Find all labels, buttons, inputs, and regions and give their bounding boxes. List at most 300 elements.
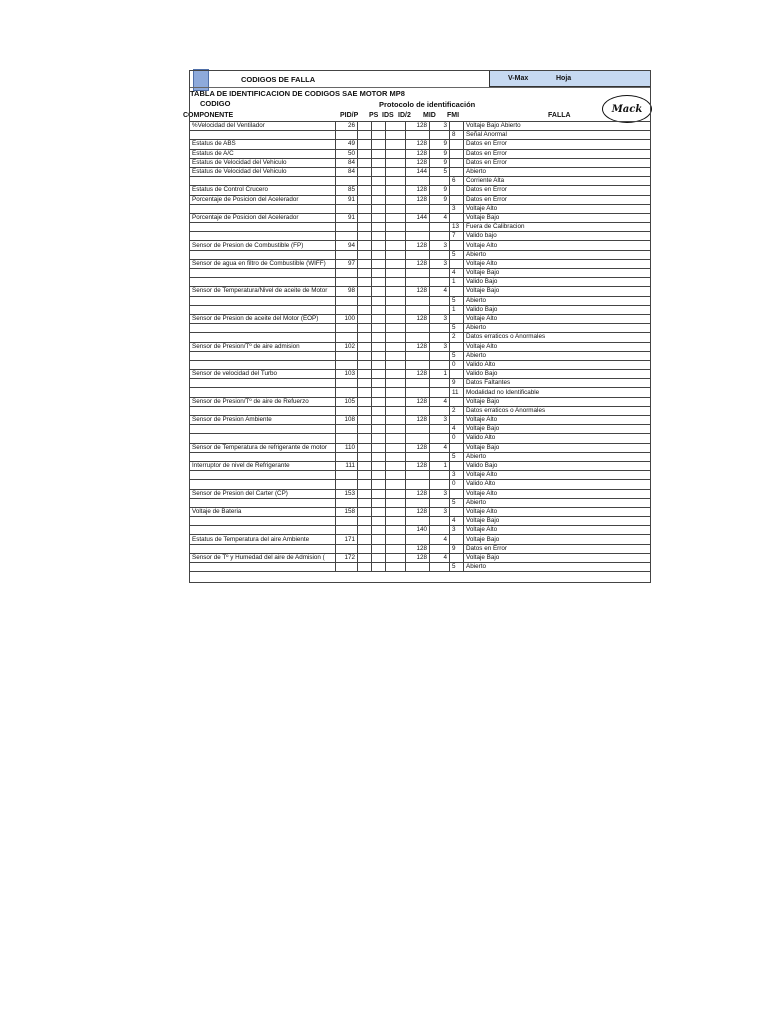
- cell-mid: [406, 204, 430, 213]
- cell-mid: 128: [406, 553, 430, 562]
- cell-fmi-code: [450, 461, 464, 470]
- cell-fmi-code: 0: [450, 434, 464, 443]
- cell-pid: [336, 563, 358, 572]
- cell-mid: 144: [406, 213, 430, 222]
- cell-mid: [406, 305, 430, 314]
- cell-fmi: 4: [430, 213, 450, 222]
- cell-fmi-code: 13: [450, 223, 464, 232]
- cell-ps: [358, 140, 372, 149]
- cell-fmi: [430, 305, 450, 314]
- cell-componente: [190, 517, 336, 526]
- cell-fmi: 4: [430, 287, 450, 296]
- cell-fmi: [430, 471, 450, 480]
- cell-fmi-code: 4: [450, 517, 464, 526]
- cell-mid: 128: [406, 195, 430, 204]
- cell-fmi-code: 1: [450, 305, 464, 314]
- cell-mid: 128: [406, 416, 430, 425]
- cell-mid: [406, 278, 430, 287]
- cell-ps: [358, 370, 372, 379]
- cell-id2: [386, 489, 406, 498]
- cell-falla: Valido Bajo: [464, 370, 651, 379]
- table-row: [190, 360, 651, 369]
- cell-componente: Estatus de Velocidad del Vehiculo: [190, 167, 336, 176]
- cell-ps: [358, 287, 372, 296]
- cell-falla: Voltaje Bajo: [464, 397, 651, 406]
- cell-ps: [358, 204, 372, 213]
- table-row: [190, 489, 651, 498]
- table-row: [190, 305, 651, 314]
- cell-fmi: 4: [430, 553, 450, 562]
- cell-mid: [406, 232, 430, 241]
- cell-fmi-code: [450, 443, 464, 452]
- cell-ps: [358, 314, 372, 323]
- cell-fmi-code: 6: [450, 177, 464, 186]
- cell-mid: [406, 535, 430, 544]
- cell-pid: [336, 351, 358, 360]
- cell-falla: Valido Alto: [464, 434, 651, 443]
- cell-pid: 111: [336, 461, 358, 470]
- cell-pid: [336, 526, 358, 535]
- cell-mid: [406, 471, 430, 480]
- cell-ps: [358, 333, 372, 342]
- cell-componente: [190, 388, 336, 397]
- cell-falla: Voltaje Alto: [464, 416, 651, 425]
- cell-ids: [372, 443, 386, 452]
- cell-id2: [386, 314, 406, 323]
- cell-id2: [386, 241, 406, 250]
- cell-ps: [358, 461, 372, 470]
- cell-componente: [190, 406, 336, 415]
- cell-fmi: [430, 379, 450, 388]
- table-row: [190, 131, 651, 140]
- cell-falla: Abierto: [464, 452, 651, 461]
- cell-fmi: [430, 406, 450, 415]
- cell-falla: Abierto: [464, 324, 651, 333]
- cell-fmi-code: 4: [450, 425, 464, 434]
- cell-id2: [386, 333, 406, 342]
- table-row: [190, 223, 651, 232]
- cell-ids: [372, 213, 386, 222]
- cell-componente: [190, 452, 336, 461]
- cell-fmi-code: 5: [450, 498, 464, 507]
- cell-id2: [386, 140, 406, 149]
- cell-fmi-code: [450, 186, 464, 195]
- cell-pid: [336, 388, 358, 397]
- cell-fmi: [430, 480, 450, 489]
- table-row: [190, 452, 651, 461]
- cell-mid: [406, 480, 430, 489]
- cell-fmi: 9: [430, 195, 450, 204]
- cell-componente: [190, 480, 336, 489]
- cell-componente: Sensor de Temperatura de refrigerante de motor: [190, 443, 336, 452]
- cell-id2: [386, 452, 406, 461]
- cell-mid: [406, 388, 430, 397]
- cell-pid: [336, 232, 358, 241]
- cell-ps: [358, 489, 372, 498]
- cell-componente: Interruptor de nivel de Refrigerante: [190, 461, 336, 470]
- table-row: [190, 232, 651, 241]
- table-row: [190, 563, 651, 572]
- cell-pid: [336, 296, 358, 305]
- table-row: [190, 342, 651, 351]
- cell-pid: 94: [336, 241, 358, 250]
- cell-pid: 85: [336, 186, 358, 195]
- cell-mid: [406, 324, 430, 333]
- cell-id2: [386, 517, 406, 526]
- cell-componente: Sensor de velocidad del Turbo: [190, 370, 336, 379]
- cell-ids: [372, 324, 386, 333]
- cell-falla: Valido Bajo: [464, 278, 651, 287]
- cell-ps: [358, 305, 372, 314]
- cell-componente: [190, 379, 336, 388]
- cell-pid: 50: [336, 149, 358, 158]
- cell-fmi: [430, 425, 450, 434]
- cell-id2: [386, 425, 406, 434]
- cell-mid: 128: [406, 241, 430, 250]
- cell-ids: [372, 498, 386, 507]
- cell-ids: [372, 140, 386, 149]
- cell-fmi: 3: [430, 342, 450, 351]
- cell-mid: 128: [406, 397, 430, 406]
- cell-falla: Abierto: [464, 250, 651, 259]
- cell-fmi-code: [450, 489, 464, 498]
- cell-falla: Datos en Error: [464, 140, 651, 149]
- cell-id2: [386, 296, 406, 305]
- col-header-ids: IDS: [382, 112, 394, 119]
- cell-pid: 158: [336, 507, 358, 516]
- col-header-componente: COMPONENTE: [183, 112, 234, 119]
- cell-fmi-code: 5: [450, 324, 464, 333]
- cell-id2: [386, 177, 406, 186]
- cell-componente: [190, 269, 336, 278]
- cell-falla: Voltaje Alto: [464, 241, 651, 250]
- cell-componente: Sensor de Presion Ambiente: [190, 416, 336, 425]
- table-row: [190, 140, 651, 149]
- cell-id2: [386, 443, 406, 452]
- cell-ps: [358, 425, 372, 434]
- cell-mid: 128: [406, 342, 430, 351]
- cell-id2: [386, 507, 406, 516]
- cell-pid: [336, 131, 358, 140]
- cell-ps: [358, 186, 372, 195]
- cell-ids: [372, 489, 386, 498]
- cell-falla: Voltaje Bajo: [464, 269, 651, 278]
- cell-pid: 105: [336, 397, 358, 406]
- cell-fmi: [430, 434, 450, 443]
- cell-componente: Sensor de Presion de aceite del Motor (EOP): [190, 314, 336, 323]
- cell-id2: [386, 434, 406, 443]
- cell-ps: [358, 553, 372, 562]
- table-row: [190, 177, 651, 186]
- cell-mid: 128: [406, 370, 430, 379]
- cell-mid: [406, 434, 430, 443]
- cell-fmi: [430, 131, 450, 140]
- cell-fmi-code: [450, 397, 464, 406]
- cell-fmi: [430, 296, 450, 305]
- cell-mid: 144: [406, 167, 430, 176]
- cell-componente: [190, 131, 336, 140]
- cell-fmi: [430, 388, 450, 397]
- cell-id2: [386, 324, 406, 333]
- cell-ps: [358, 360, 372, 369]
- cell-ps: [358, 351, 372, 360]
- cell-fmi: 3: [430, 416, 450, 425]
- sheet-label: Hoja: [556, 75, 572, 82]
- cell-mid: 128: [406, 259, 430, 268]
- cell-ids: [372, 351, 386, 360]
- cell-mid: 128: [406, 314, 430, 323]
- table-row: [190, 158, 651, 167]
- cell-ids: [372, 250, 386, 259]
- cell-ids: [372, 158, 386, 167]
- cell-falla: Valido Alto: [464, 360, 651, 369]
- cell-ps: [358, 544, 372, 553]
- codigo-label: CODIGO: [200, 99, 231, 108]
- cell-ids: [372, 259, 386, 268]
- cell-pid: 84: [336, 158, 358, 167]
- cell-id2: [386, 195, 406, 204]
- cell-fmi-code: 5: [450, 250, 464, 259]
- cell-id2: [386, 379, 406, 388]
- cell-mid: [406, 177, 430, 186]
- cell-id2: [386, 122, 406, 131]
- cell-ids: [372, 471, 386, 480]
- cell-componente: [190, 563, 336, 572]
- cell-pid: [336, 544, 358, 553]
- cell-fmi-code: 7: [450, 232, 464, 241]
- cell-mid: 128: [406, 489, 430, 498]
- cell-ps: [358, 416, 372, 425]
- cell-falla: Voltaje Bajo: [464, 287, 651, 296]
- cell-fmi-code: [450, 140, 464, 149]
- mack-logo: Mack: [602, 95, 652, 123]
- cell-pid: [336, 406, 358, 415]
- table-row: [190, 553, 651, 562]
- cell-falla: Voltaje Alto: [464, 342, 651, 351]
- cell-fmi: 3: [430, 122, 450, 131]
- cell-mid: 128: [406, 122, 430, 131]
- table-row: [190, 507, 651, 516]
- cell-mid: [406, 250, 430, 259]
- cell-falla: Abierto: [464, 296, 651, 305]
- cell-pid: 26: [336, 122, 358, 131]
- cell-fmi-code: 5: [450, 351, 464, 360]
- cell-id2: [386, 388, 406, 397]
- table-row: [190, 324, 651, 333]
- cell-componente: [190, 498, 336, 507]
- cell-falla: Voltaje Alto: [464, 314, 651, 323]
- cell-componente: [190, 360, 336, 369]
- cell-id2: [386, 167, 406, 176]
- cell-fmi: [430, 351, 450, 360]
- table-row: [190, 269, 651, 278]
- cell-mid: 128: [406, 186, 430, 195]
- cell-pid: 171: [336, 535, 358, 544]
- table-row: [190, 379, 651, 388]
- cell-mid: [406, 351, 430, 360]
- cell-falla: Voltaje Alto: [464, 526, 651, 535]
- cell-componente: Sensor de Presion/Tº de aire de Refuerzo: [190, 397, 336, 406]
- cell-pid: [336, 278, 358, 287]
- cell-componente: [190, 296, 336, 305]
- table-row: [190, 370, 651, 379]
- cell-falla: Datos en Error: [464, 544, 651, 553]
- cell-ids: [372, 287, 386, 296]
- cell-falla: Voltaje Alto: [464, 507, 651, 516]
- table-row: [190, 498, 651, 507]
- cell-mid: 128: [406, 140, 430, 149]
- cell-fmi: 1: [430, 370, 450, 379]
- cell-ps: [358, 480, 372, 489]
- cell-pid: 49: [336, 140, 358, 149]
- table-title: TABLA DE IDENTIFICACION DE CODIGOS SAE MOTOR MP8: [190, 89, 405, 98]
- cell-mid: [406, 333, 430, 342]
- cell-id2: [386, 186, 406, 195]
- cell-mid: 128: [406, 158, 430, 167]
- cell-ps: [358, 131, 372, 140]
- cell-falla: Datos en Error: [464, 149, 651, 158]
- cell-mid: [406, 452, 430, 461]
- table-row: [190, 167, 651, 176]
- cell-componente: [190, 544, 336, 553]
- cell-ids: [372, 232, 386, 241]
- table-row: [190, 259, 651, 268]
- cell-ps: [358, 177, 372, 186]
- table-row: [190, 535, 651, 544]
- cell-fmi: 3: [430, 314, 450, 323]
- cell-fmi-code: 3: [450, 526, 464, 535]
- cell-mid: [406, 360, 430, 369]
- cell-fmi: [430, 177, 450, 186]
- cell-id2: [386, 287, 406, 296]
- cell-pid: 84: [336, 167, 358, 176]
- cell-falla: Valido bajo: [464, 232, 651, 241]
- cell-fmi-code: [450, 259, 464, 268]
- cell-falla: Datos Faltantes: [464, 379, 651, 388]
- cell-mid: 128: [406, 443, 430, 452]
- cell-ids: [372, 563, 386, 572]
- cell-ps: [358, 223, 372, 232]
- table-row: [190, 416, 651, 425]
- cell-componente: Sensor de Presion de Combustible (FP): [190, 241, 336, 250]
- cell-falla: Abierto: [464, 563, 651, 572]
- header-divider: [189, 87, 651, 88]
- cell-fmi-code: 8: [450, 131, 464, 140]
- cell-fmi: [430, 232, 450, 241]
- cell-componente: [190, 526, 336, 535]
- cell-ids: [372, 195, 386, 204]
- col-header-id2: ID/2: [398, 112, 411, 119]
- cell-fmi: 1: [430, 461, 450, 470]
- table-row: [190, 278, 651, 287]
- cell-pid: [336, 498, 358, 507]
- cell-mid: [406, 498, 430, 507]
- cell-mid: 140: [406, 526, 430, 535]
- cell-pid: [336, 305, 358, 314]
- cell-ps: [358, 259, 372, 268]
- cell-pid: [336, 471, 358, 480]
- table-row: [190, 213, 651, 222]
- table-row: [190, 204, 651, 213]
- cell-fmi-code: 5: [450, 296, 464, 305]
- cell-ps: [358, 406, 372, 415]
- cell-falla: Fuera de Calibracion: [464, 223, 651, 232]
- cell-mid: [406, 563, 430, 572]
- cell-ids: [372, 526, 386, 535]
- cell-ps: [358, 122, 372, 131]
- fault-code-table: [189, 121, 651, 572]
- cell-pid: 153: [336, 489, 358, 498]
- cell-pid: 97: [336, 259, 358, 268]
- cell-fmi-code: [450, 287, 464, 296]
- cell-ps: [358, 517, 372, 526]
- cell-fmi: 3: [430, 489, 450, 498]
- cell-mid: [406, 269, 430, 278]
- cell-pid: [336, 517, 358, 526]
- cell-componente: Sensor de Tº y Humedad del aire de Admision (: [190, 553, 336, 562]
- cell-fmi-code: 3: [450, 204, 464, 213]
- cell-ps: [358, 149, 372, 158]
- table-row: [190, 443, 651, 452]
- col-header-fmi: FMI: [447, 112, 460, 119]
- cell-fmi: 3: [430, 259, 450, 268]
- cell-fmi-code: 2: [450, 406, 464, 415]
- cell-componente: [190, 351, 336, 360]
- cell-ps: [358, 388, 372, 397]
- cell-ids: [372, 278, 386, 287]
- cell-fmi: [430, 278, 450, 287]
- cell-ids: [372, 517, 386, 526]
- cell-id2: [386, 158, 406, 167]
- cell-pid: [336, 223, 358, 232]
- cell-ids: [372, 379, 386, 388]
- cell-falla: Valido Alto: [464, 480, 651, 489]
- cell-fmi: 5: [430, 167, 450, 176]
- cell-fmi: 3: [430, 241, 450, 250]
- model-label: V-Max: [508, 75, 529, 82]
- cell-ps: [358, 471, 372, 480]
- cell-fmi: [430, 204, 450, 213]
- cell-fmi: 9: [430, 158, 450, 167]
- cell-ps: [358, 563, 372, 572]
- cell-fmi: 9: [430, 140, 450, 149]
- cell-falla: Voltaje Alto: [464, 471, 651, 480]
- cell-pid: 108: [336, 416, 358, 425]
- cell-ids: [372, 269, 386, 278]
- cell-id2: [386, 342, 406, 351]
- cell-fmi: [430, 324, 450, 333]
- cell-fmi-code: [450, 149, 464, 158]
- cell-fmi-code: [450, 553, 464, 562]
- cell-ids: [372, 553, 386, 562]
- cell-fmi-code: [450, 195, 464, 204]
- cell-componente: Sensor de Temperatura/Nivel de aceite de Motor: [190, 287, 336, 296]
- cell-ids: [372, 416, 386, 425]
- cell-fmi-code: [450, 167, 464, 176]
- sheet-header: [189, 70, 651, 87]
- cell-mid: 128: [406, 507, 430, 516]
- cell-falla: Voltaje Bajo: [464, 213, 651, 222]
- table-row: [190, 149, 651, 158]
- cell-ps: [358, 195, 372, 204]
- col-header-ps: PS: [369, 112, 379, 119]
- cell-falla: Valido Bajo: [464, 461, 651, 470]
- cell-ps: [358, 434, 372, 443]
- cell-pid: 91: [336, 213, 358, 222]
- table-row: [190, 122, 651, 131]
- cell-falla: Abierto: [464, 498, 651, 507]
- cell-ps: [358, 507, 372, 516]
